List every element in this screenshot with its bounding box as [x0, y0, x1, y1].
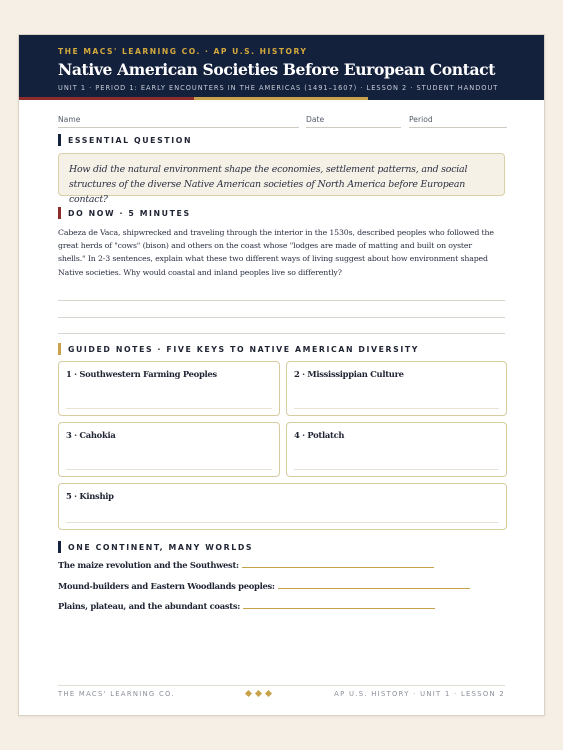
- footer-course: AP U.S. HISTORY · UNIT 1 · LESSON 2: [334, 690, 505, 698]
- footer-ornament: [246, 688, 271, 696]
- section-heading-text: ESSENTIAL QUESTION: [68, 135, 193, 145]
- header-banner: [19, 35, 544, 97]
- fill-in-blank[interactable]: [243, 608, 435, 609]
- notes-box-line: [66, 408, 272, 409]
- date-label: Date: [306, 115, 325, 124]
- essential-question-box: [58, 153, 505, 205]
- fill-in-label: Mound-builders and Eastern Woodlands peoples:: [58, 581, 275, 591]
- header-subline: UNIT 1 · PERIOD 1: EARLY ENCOUNTERS IN THE AMERICAS (1491–1607) · LESSON 2 · STUDENT HANDOUT: [58, 84, 499, 92]
- accent-red: [19, 97, 194, 100]
- essential-question-line-2: structures of the diverse Native American societies of North America before European contact?: [69, 179, 466, 205]
- section-bar: [58, 541, 61, 553]
- notes-box-kinship[interactable]: [58, 483, 507, 530]
- period-label: Period: [409, 115, 433, 124]
- page-title: Native American Societies Before European Contact: [58, 60, 496, 79]
- handout-page: [18, 34, 545, 716]
- section-heading-text: GUIDED NOTES · FIVE KEYS TO NATIVE AMERICAN DIVERSITY: [68, 344, 420, 354]
- prompt-line: great herds of "cows" (bison) and others on the coast whose "lodges are made of matting and built on oyster: [58, 241, 472, 251]
- answer-line[interactable]: [58, 317, 505, 318]
- section-bar: [58, 343, 61, 355]
- notes-box-mississippian[interactable]: [286, 361, 507, 416]
- period-field[interactable]: [409, 115, 507, 128]
- diamond-icon: [255, 690, 262, 697]
- notes-box-line: [66, 522, 499, 523]
- notes-box-title: 5 · Kinship: [66, 491, 114, 501]
- fill-in-item: [58, 560, 434, 570]
- section-bar: [58, 207, 61, 219]
- page-footer: [58, 690, 505, 702]
- section-bar: [58, 134, 61, 146]
- footer-publisher: THE MACS' LEARNING CO.: [58, 690, 175, 698]
- notes-box-potlatch[interactable]: [286, 422, 507, 477]
- do-now-heading: [58, 207, 191, 219]
- notes-box-line: [66, 469, 272, 470]
- prompt-line: shells." In 2-3 sentences, explain what these two different ways of living suggest about how environment shaped: [58, 254, 488, 264]
- notes-box-southwestern-farming[interactable]: [58, 361, 280, 416]
- student-meta-row: [58, 115, 505, 127]
- accent-gold: [194, 97, 368, 100]
- notes-box-line: [294, 408, 499, 409]
- header-kicker: THE MACS' LEARNING CO. · AP U.S. HISTORY: [58, 47, 308, 56]
- guided-notes-heading: [58, 343, 419, 355]
- diamond-icon: [245, 690, 252, 697]
- fill-in-label: The maize revolution and the Southwest:: [58, 560, 239, 570]
- date-field[interactable]: [306, 115, 401, 128]
- fill-in-item: [58, 581, 470, 591]
- section-heading-text: DO NOW · 5 MINUTES: [68, 208, 191, 218]
- name-label: Name: [58, 115, 81, 124]
- essential-question-heading: [58, 134, 192, 146]
- footer-rule: [58, 685, 505, 686]
- one-continent-heading: [58, 541, 253, 553]
- fill-in-label: Plains, plateau, and the abundant coasts:: [58, 601, 241, 611]
- notes-box-title: 4 · Potlatch: [294, 430, 345, 440]
- answer-line[interactable]: [58, 300, 505, 301]
- prompt-line: Native societies. Why would coastal and inland peoples live so differently?: [58, 267, 342, 277]
- notes-box-title: 2 · Mississippian Culture: [294, 369, 404, 379]
- section-heading-text: ONE CONTINENT, MANY WORLDS: [68, 542, 254, 552]
- accent-navy: [368, 97, 544, 100]
- essential-question-line-1: How did the natural environment shape the economies, settlement patterns, and social: [69, 164, 468, 175]
- notes-box-title: 1 · Southwestern Farming Peoples: [66, 369, 217, 379]
- prompt-line: Cabeza de Vaca, shipwrecked and traveling through the interior in the 1530s, described peoples who followed the: [58, 228, 494, 237]
- fill-in-blank[interactable]: [242, 567, 434, 568]
- header-accent-rule: [19, 97, 544, 101]
- fill-in-item: [58, 601, 435, 611]
- do-now-prompt: [58, 226, 505, 279]
- answer-line[interactable]: [58, 333, 505, 334]
- diamond-icon: [265, 690, 272, 697]
- notes-box-line: [294, 469, 499, 470]
- notes-box-cahokia[interactable]: [58, 422, 280, 477]
- fill-in-blank[interactable]: [278, 588, 470, 589]
- name-field[interactable]: [58, 115, 299, 128]
- notes-box-title: 3 · Cahokia: [66, 430, 116, 440]
